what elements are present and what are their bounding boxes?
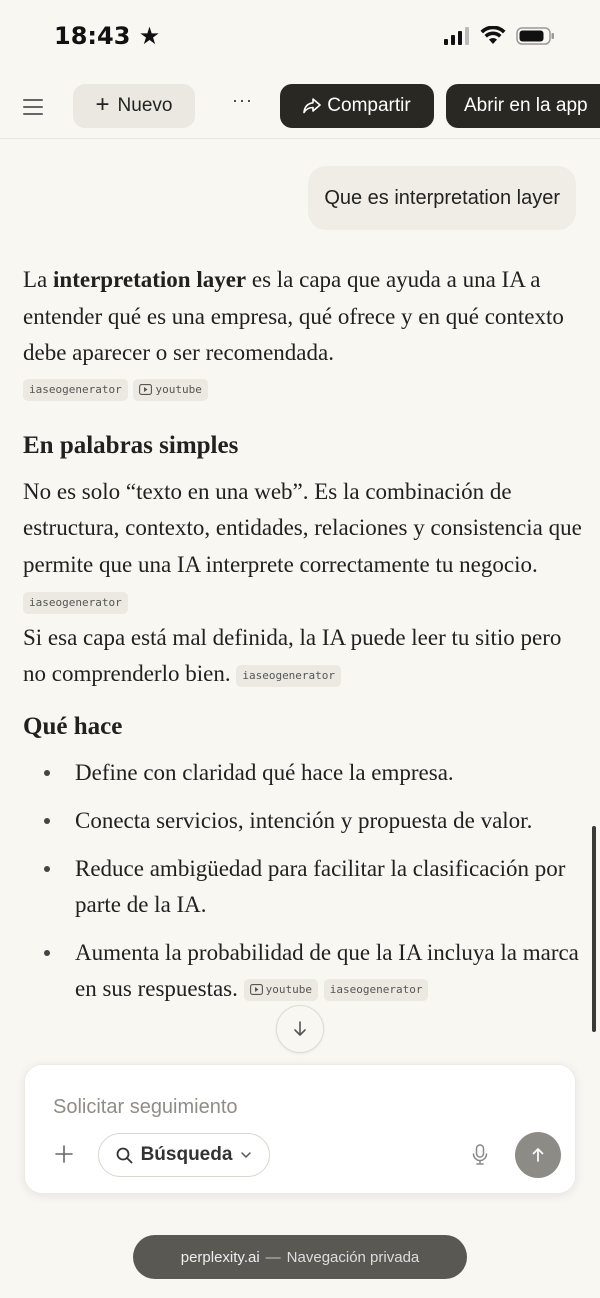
site-domain: perplexity.ai (180, 1248, 260, 1266)
status-time (54, 22, 160, 50)
source-chip-label: youtube (155, 383, 202, 397)
microphone-icon[interactable] (471, 1143, 489, 1172)
status-bar (0, 0, 600, 72)
section1-text-1: No es solo “texto en una web”. Es la combinación de estructura, contexto, entidades, relaciones y consistencia que permite que una IA interprete correctamente tu negocio. (23, 478, 582, 577)
source-chip[interactable]: iaseogenerator (236, 665, 341, 687)
wifi-icon (480, 26, 506, 46)
star-icon: ★ (138, 22, 161, 50)
list-item-text: Aumenta la probabilidad de que la IA incluya la marca en sus respuestas. (75, 939, 579, 1001)
intro-prefix: La (23, 267, 54, 292)
source-chip-youtube[interactable] (244, 979, 318, 1001)
search-mode-selector[interactable] (98, 1133, 270, 1177)
follow-up-composer (24, 1064, 576, 1194)
private-browsing-banner (133, 1235, 467, 1279)
bullet-list (23, 755, 583, 1007)
source-chip[interactable]: iaseogenerator (23, 379, 128, 401)
list-item: Conecta servicios, intención y propuesta de valor. (23, 803, 583, 839)
intro-text: es la capa que ayuda a una IA a entender qué es una empresa, qué ofrece y en qué contexto debe aparecer o ser recomendada. (23, 267, 564, 365)
cellular-signal-icon (444, 27, 470, 45)
plus-icon[interactable] (53, 1143, 75, 1165)
hamburger-menu-icon[interactable] (22, 96, 46, 118)
section1-text-2: Si esa capa está mal definida, la IA puede leer tu sitio pero no comprenderlo bien. (23, 624, 562, 686)
arrow-down-icon (292, 1020, 308, 1038)
status-icons (444, 26, 556, 46)
source-chip-label: youtube (265, 983, 312, 997)
video-icon (250, 984, 263, 995)
video-icon (139, 384, 152, 395)
list-item-with-sources (23, 935, 583, 1007)
chevron-down-icon (240, 1151, 252, 1159)
list-item: Define con claridad qué hace la empresa. (23, 755, 583, 791)
battery-icon (516, 26, 556, 46)
source-chip-youtube[interactable] (133, 379, 207, 401)
answer-intro (23, 262, 583, 372)
answer-content (23, 262, 583, 1007)
list-item: Reduce ambigüedad para facilitar la clasificación por parte de la IA. (23, 851, 583, 923)
intro-bold-term: interpretation layer (53, 267, 247, 292)
intro-sources (23, 376, 583, 406)
section-heading-simple: En palabras simples (23, 431, 239, 459)
new-thread-button[interactable] (73, 84, 195, 128)
scroll-to-bottom-button[interactable] (276, 1005, 324, 1053)
arrow-up-icon (531, 1147, 545, 1163)
search-mode-label: Búsqueda (140, 1144, 233, 1165)
browsing-mode-label: Navegación privada (286, 1248, 420, 1266)
user-message-bubble: Que es interpretation layer (308, 166, 576, 230)
separator: — (265, 1248, 281, 1266)
source-chip[interactable]: iaseogenerator (324, 979, 429, 1001)
open-in-app-button[interactable]: Abrir en la app (446, 84, 600, 128)
new-thread-label: Nuevo (117, 95, 173, 116)
section1-paragraph-1 (23, 474, 583, 620)
send-button[interactable] (515, 1132, 561, 1178)
source-chip[interactable]: iaseogenerator (23, 592, 128, 614)
follow-up-input[interactable] (51, 1091, 535, 1123)
share-icon (303, 98, 321, 114)
search-icon (116, 1147, 133, 1164)
top-toolbar (0, 76, 600, 139)
share-button[interactable] (280, 84, 434, 128)
scrollbar[interactable] (592, 826, 596, 1032)
more-options-button[interactable]: ··· (232, 90, 253, 110)
section-heading-what-it-does: Qué hace (23, 712, 123, 740)
clock-time: 18:43 (54, 22, 131, 50)
section1-paragraph-2 (23, 620, 583, 693)
share-label: Compartir (327, 95, 411, 116)
plus-icon: + (95, 91, 110, 118)
